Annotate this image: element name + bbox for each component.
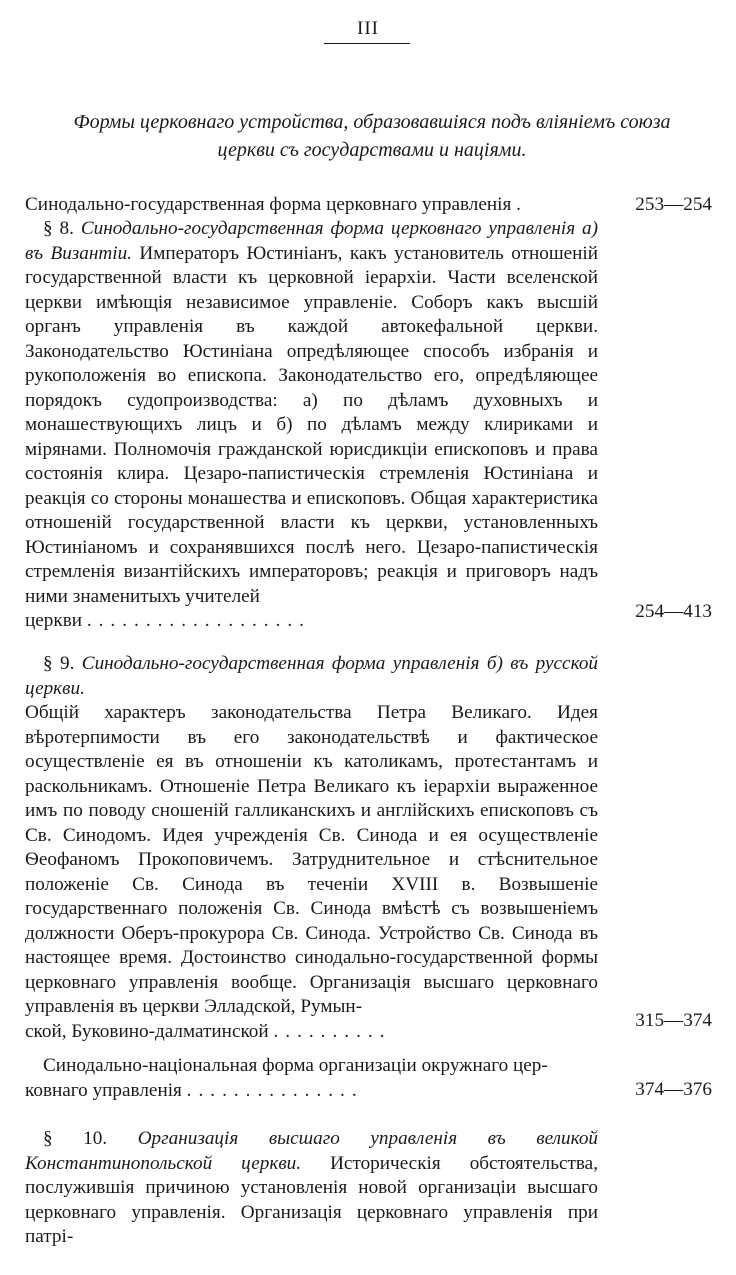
section-title: Синодально-государственная форма управленiя б) въ русской церкви. — [25, 653, 599, 699]
entry-title: Синодально-нацiональная форма организацiи окружнаго цер- — [43, 1055, 548, 1076]
section-body: Историческiя обстоятельства, послужившiя причиною установленiя новой организацiи высшаго церковнаго управленiя. Организацiя церковнаго управленiя при патрi- — [25, 1152, 598, 1247]
page-number: III — [357, 18, 379, 39]
toc-entry-synodal-national — [25, 1054, 598, 1103]
section-body: Императоръ Юстинiанъ, какъ установитель отношенiй государственной власти къ церковной iерархiи. Части вселенской церкви имѣющiя независимое управленiе. Соборъ какъ высшiй органъ управленiя въ каждой автокефальной церкви. Законодательство Юстинiана опредѣляющее способъ избранiя и рукоположенiя во епископа. Законодательство его, опредѣляющее порядокъ судопроизводства: а) по дѣламъ духовныхъ и монашествующихъ лицъ и б) по дѣламъ между клириками и мiрянами. Полномочiя гражданской юрисдикцiи епископовъ и права состоянiя клира. Цезаро-папистическiя стремленiя Юстинiана и реакцiя со стороны монашества и епископовъ. Общая характеристика отношенiй государственной власти къ церкви, установленныхъ Юстинiаномъ и сохранявшихся послѣ него. Цезаро-папистическiя стремленiя византiйскихъ императоровъ; реакцiя и приговоръ надъ ними знаменитыхъ учителей — [25, 242, 598, 607]
body-tail: ковнаго управленiя — [25, 1079, 182, 1101]
section-body: Общiй характеръ законодательства Петра Великаго. Идея вѣротерпимости въ его законодательствѣ и фактическое осуществленiе ея въ отношенiи къ католикамъ, протестантамъ и раскольникамъ. Отношенiе Петра Великаго къ iерархiи выраженное имъ по поводу сношенiй галликанскихъ и англiйскихъ епископовъ съ Св. Синодомъ. Идея учрежденiя Св. Синода и ея осуществленiе Ѳеофаномъ Прокоповичемъ. Затруднительное и стѣснительное положенiе Св. Синода въ теченiи XVIII в. Возвышенiе государственнаго положенiя Св. Синода вмѣстѣ съ возвышенiемъ должности Оберъ-прокурора Св. Синода. Устройство Св. Синода въ настоящее время. Достоинство синодально-государственной формы церковнаго управленiя вообще. Организацiя высшаго церковнаго управленiя въ церкви Элладской, Румын- — [25, 702, 598, 1017]
body-tail: ской, Буковино-далматинской — [25, 1020, 269, 1042]
toc-entry-synodal-state — [25, 193, 598, 218]
entry-title: Синодально-государственная форма церковнаго управленiя — [25, 194, 512, 215]
toc-entry-section-8 — [25, 217, 598, 634]
page-range: 315—374 — [635, 1010, 712, 1031]
leader-dots: ................... — [86, 610, 311, 631]
toc-entry-section-9 — [25, 652, 598, 1044]
page-range: 253—254 — [635, 194, 712, 215]
body-tail: церкви — [25, 610, 83, 631]
leader-dots: ............... — [186, 1079, 364, 1101]
page-range: 254—413 — [635, 601, 712, 622]
page-number-rule — [324, 43, 410, 44]
section-title: Синодально-государственная форма церковнаго управленiя а) въ Византiи. — [25, 218, 599, 264]
leader-dots: . — [516, 194, 521, 215]
heading-line-2: церкви съ государствами и нацiями. — [217, 139, 527, 161]
toc-entry-section-10 — [25, 1127, 598, 1250]
section-label: § 8. — [43, 218, 74, 239]
heading-line-1: Формы церковнаго устройства, образовавшiяся подъ влiянiемъ союза — [73, 111, 671, 133]
section-title: Организацiя высшаго управленiя въ великой Константинопольской церкви. — [25, 1128, 599, 1174]
section-label: § 9. — [43, 653, 75, 674]
page-range: 374—376 — [635, 1079, 712, 1100]
section-heading — [22, 108, 722, 164]
section-label: § 10. — [43, 1128, 108, 1149]
leader-dots: .......... — [273, 1020, 392, 1042]
